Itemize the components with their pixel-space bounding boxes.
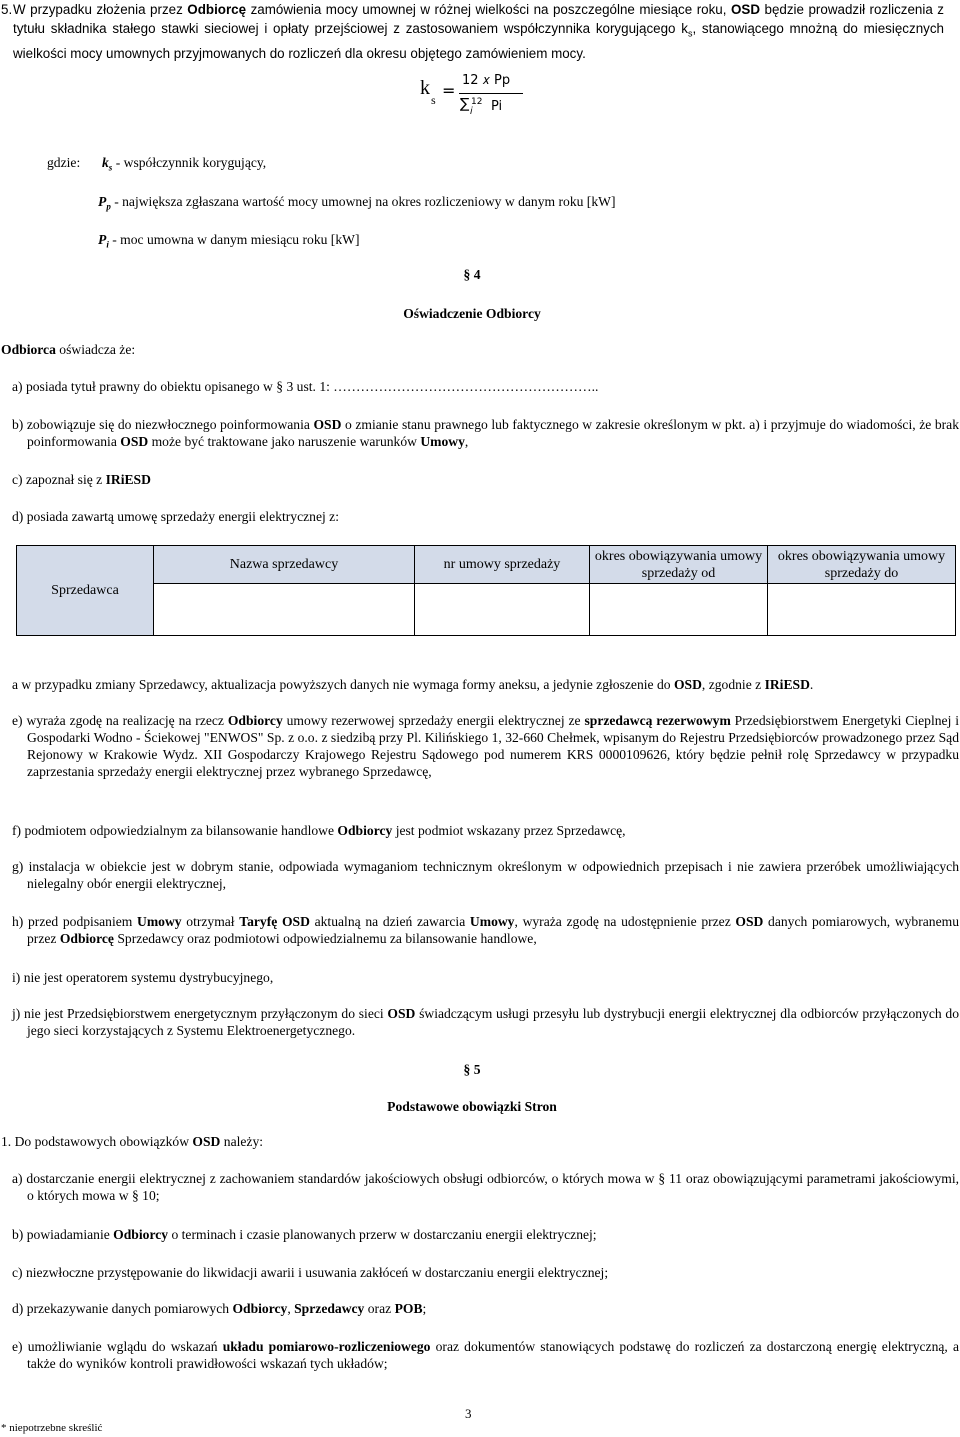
definition-ks: $k_s$ - współczynnik korygujący, (102, 155, 267, 173)
item-i: i) nie jest operatorem systemu dystrybucyjnego, (12, 970, 274, 985)
valid-to-cell[interactable] (768, 584, 956, 636)
item-g: g) instalacja w obiekcie jest w dobrym stanie, odpowiada wymaganiom technicznym określonym w odpowiednich przepisach i nie zawiera przeróbek umożliwiających nielegalny obór energii elektrycznej, (12, 859, 959, 891)
page-number: 3 (465, 1406, 472, 1421)
column-header: okres obowiązywania umowy sprzedaży od (590, 546, 768, 584)
item-h: h) przed podpisaniem Umowy otrzymał Taryfę OSD aktualną na dzień zawarcia Umowy, wyraża zgodę na udostępnienie przez OSD danych pomiarowych, wybranemu przez Odbiorcę Sprzedawcy oraz podmiotowi odpowiedzialnemu za bilansowanie handlowe, (12, 914, 959, 946)
column-header: Nazwa sprzedawcy (154, 546, 415, 584)
paragraph-text: W przypadku złożenia przez Odbiorcę zamówienia mocy umownej w różnej wielkości na poszczególne miesiące roku, OSD będzie prowadził rozliczenia z tytułu składnika stałego stawki sieciowej i opłaty przejściowej z zastosowaniem współczynnika korygującego $k_s$, stanowiącego mnożną do miesięcznych wielkości mocy umownych przyjmowanych do rozliczeń dla okresu objętego zamówieniem mocy. (13, 2, 944, 61)
valid-from-cell[interactable] (590, 584, 768, 636)
item-d: d) posiada zawartą umowę sprzedaży energii elektrycznej z: (12, 509, 339, 524)
section-5-number: § 5 (463, 1062, 481, 1077)
item-f: f) podmiotem odpowiedzialnym za bilansowanie handlowe Odbiorcy jest podmiot wskazany przez Sprzedawcę, (12, 823, 626, 838)
obligation-b: b) powiadamianie Odbiorcy o terminach i czasie planowanych przerw w dostarczaniu energii elektrycznej; (12, 1227, 597, 1242)
column-header: nr umowy sprzedaży (415, 546, 590, 584)
item-j: j) nie jest Przedsiębiorstwem energetycznym przyłączonym do sieci OSD świadczącym usługi przesyłu lub dystrybucji energii elektrycznej dla odbiorców przyłączonych do jego sieci korzystających z Systemu Elektroenergetycznego. (12, 1006, 959, 1038)
section-4-number: § 4 (463, 267, 481, 282)
obligation-e: e) umożliwianie wglądu do wskazań układu pomiarowo-rozliczeniowego oraz dokumentów stanowiących podstawę do rozliczeń za dostarczoną energię elektryczną, a także do wyników kontroli prawidłowości wskazań tych układów; (12, 1339, 959, 1371)
seller-name-cell[interactable] (154, 584, 415, 636)
column-header: okres obowiązywania umowy sprzedaży do (768, 546, 956, 584)
fraction-bar (459, 93, 523, 94)
seller-change-note: a w przypadku zmiany Sprzedawcy, aktualizacja powyższych danych nie wymaga formy aneksu, a jedynie zgłoszenie do OSD, zgodnie z IRiESD. (12, 677, 814, 692)
paragraph-number: 5. (1, 2, 13, 17)
seller-row-header: Sprzedawca (17, 546, 154, 636)
obligation-d: d) przekazywanie danych pomiarowych Odbiorcy, Sprzedawcy oraz POB; (12, 1301, 427, 1316)
item-e: e) wyraża zgodę na realizację na rzecz Odbiorcy umowy rezerwowej sprzedaży energii elektrycznej ze sprzedawcą rezerwowym Przedsiębiorstwem Energetyki Cieplnej i Gospodarki Wodno - Ściekowej "ENWOS" Sp. z o.o. z siedzibą przy Pl. Kilińskiego 1, 32-660 Chełmek, wpisanym do Rejestru Przedsiębiorców prowadzonego przez Sąd Rejonowy w Krakowie Wydz. XII Gospodarczy Krajowego Rejestru Sądowego pod numerem KRS 0000109626, który będzie pełnił rolę Sprzedawcy w przypadku zaprzestania sprzedaży energii elektrycznej przez wybranego Sprzedawcę, (12, 713, 960, 779)
obligations-intro: 1. Do podstawowych obowiązków OSD należy: (1, 1134, 264, 1149)
footnote: * niepotrzebne skreślić (1, 1422, 103, 1434)
definition-pi: $P_i$ - moc umowna w danym miesiącu roku [kW] (98, 232, 360, 250)
obligation-a: a) dostarczanie energii elektrycznej z zachowaniem standardów jakościowych obsługi odbiorców, o których mowa w § 11 oraz obowiązującymi parametrami jakościowymi, o których mowa w § 10; (12, 1171, 959, 1203)
ks-formula: k s = 12 𝑥 Pp ∑ 𝑖 12 Pi (420, 70, 530, 120)
declaration-intro: Odbiorca oświadcza że: (1, 342, 136, 357)
item-a: a) posiada tytuł prawny do obiektu opisanego w § 3 ust. 1: ………………………………………………….. (12, 379, 599, 394)
definition-pp: $P_p$ - największa zgłaszana wartość mocy umownej na okres rozliczeniowy w danym roku [kW] (98, 194, 616, 212)
definitions-label: gdzie: (47, 155, 81, 170)
item-b: b) zobowiązuje się do niezwłocznego poinformowania OSD o zmianie stanu prawnego lub faktycznego w zakresie określonym w pkt. a) i przyjmuje do wiadomości, że brak poinformowania OSD może być traktowane jako naruszenie warunków Umowy, (12, 417, 959, 449)
obligation-c: c) niezwłoczne przystępowanie do likwidacji awarii i usuwania zakłóceń w dostarczaniu energii elektrycznej; (12, 1265, 609, 1280)
contract-number-cell[interactable] (415, 584, 590, 636)
item-c: c) zapoznał się z IRiESD (12, 472, 151, 487)
section-4-title: Oświadczenie Odbiorcy (403, 306, 541, 321)
section-5-title: Podstawowe obowiązki Stron (387, 1099, 557, 1114)
seller-table (16, 545, 956, 636)
